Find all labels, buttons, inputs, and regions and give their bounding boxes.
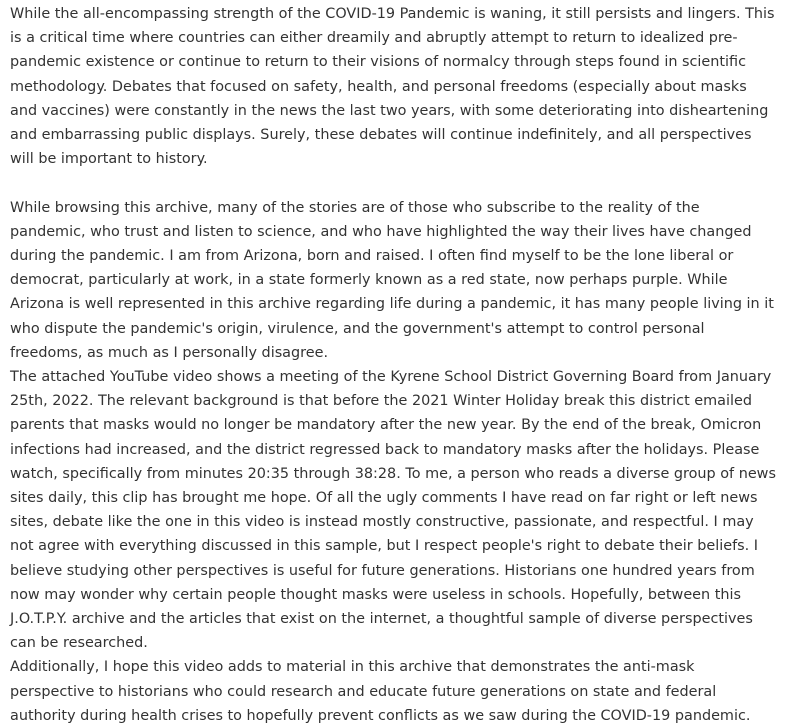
paragraph-intro: While the all-encompassing strength of the COVID-19 Pandemic is waning, it still persists and lingers. This is a critical time where countries can either dreamily and abruptly attempt to return to idealized pre-pandemic existence or continue to return to their visions of normalcy through steps found in scientific methodology. Debates that focused on safety, health, and personal freedoms (especially about masks and vaccines) were constantly in the news the last two years, with some deteriorating into disheartening and embarrassing public displays. Surely, these debates will continue indefinitely, and all perspectives will be important to history. <box>10 6 775 168</box>
paragraph-video-description: The attached YouTube video shows a meeting of the Kyrene School District Governing Board from January 25th, 2022. The relevant background is that before the 2021 Winter Holiday break this district emailed parents that masks would no longer be mandatory after the new year. By the end of the break, Omicron infections had increased, and the district regressed back to mandatory masks after the holidays. Please watch, specifically from minutes 20:35 through 38:28. To me, a person who reads a diverse group of news sites daily, this clip has brought me hope. Of all the ugly comments I have read on far right or left news sites, debate like the one in this video is instead mostly constructive, passionate, and respectful. I may not agree with everything discussed in this sample, but I respect people's right to debate their beliefs. I believe studying other perspectives is useful for future generations. Historians one hundred years from now may wonder why certain people thought masks were useless in schools. Hopefully, between this J.O.T.P.Y. archive and the articles that exist on the internet, a thoughtful sample of diverse perspectives can be researched. <box>10 369 776 652</box>
paragraph-conclusion: Additionally, I hope this video adds to material in this archive that demonstrates the anti-mask perspective to historians who could research and educate future generations on state and federal authority during health crises to hopefully prevent conflicts as we saw during the COVID-19 pandemic. <box>10 659 751 724</box>
paragraph-archive-perspective: While browsing this archive, many of the stories are of those who subscribe to the reality of the pandemic, who trust and listen to science, and who have highlighted the way their lives have changed during the pandemic. I am from Arizona, born and raised. I often find myself to be the lone liberal or democrat, particularly at work, in a state formerly known as a red state, now perhaps purple. While Arizona is well represented in this archive regarding life during a pandemic, it has many people living in it who dispute the pandemic's origin, virulence, and the government's attempt to control personal freedoms, as much as I personally disagree. <box>10 199 774 361</box>
paragraph-spacer <box>10 171 778 195</box>
